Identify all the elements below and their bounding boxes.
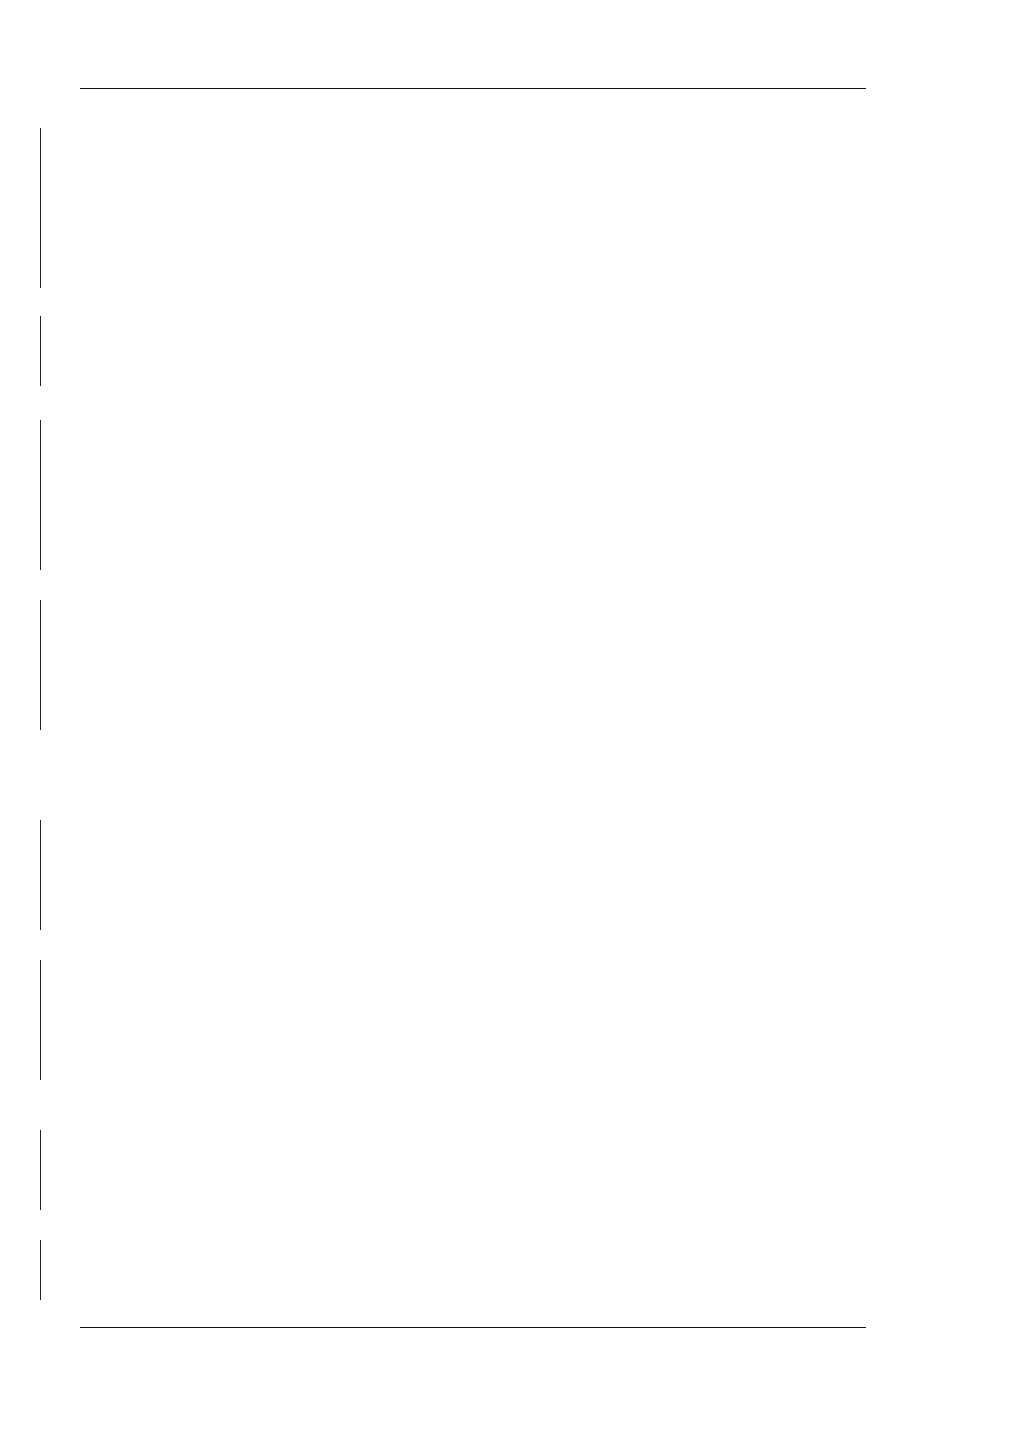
scan-margin-line bbox=[40, 316, 41, 386]
header-rule bbox=[80, 88, 866, 89]
scan-margin-line bbox=[40, 600, 41, 730]
scan-margin-line bbox=[40, 128, 41, 288]
scan-margin-line bbox=[40, 420, 41, 570]
scan-margin-line bbox=[40, 1240, 41, 1300]
footer-rule bbox=[80, 1327, 866, 1328]
scan-margin-line bbox=[40, 820, 41, 930]
scan-margin-line bbox=[40, 1130, 41, 1210]
scan-margin-line bbox=[40, 960, 41, 1080]
